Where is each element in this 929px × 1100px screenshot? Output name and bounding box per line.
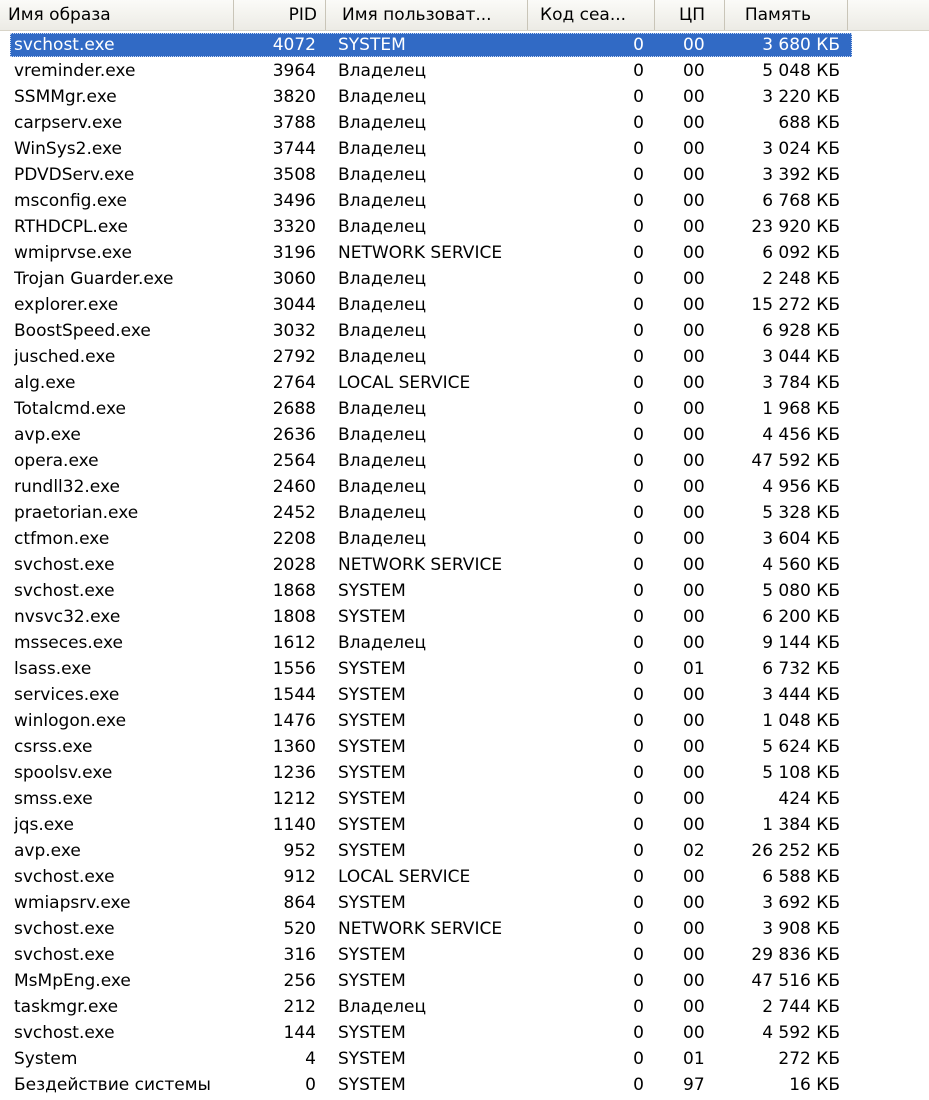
process-row[interactable] — [0, 475, 929, 501]
process-user-name: NETWORK SERVICE — [338, 919, 503, 939]
process-cpu: 00 — [683, 35, 705, 55]
process-session-id: 0 — [633, 1075, 644, 1095]
process-cpu: 00 — [683, 503, 705, 523]
process-pid: 2688 — [272, 399, 316, 419]
process-cpu: 00 — [683, 269, 705, 289]
process-pid: 1476 — [272, 711, 316, 731]
process-row[interactable] — [0, 423, 929, 449]
process-pid: 1556 — [272, 659, 316, 679]
process-pid: 1544 — [272, 685, 316, 705]
process-pid: 1360 — [272, 737, 316, 757]
process-pid: 3964 — [272, 61, 316, 81]
process-user-name: Владелец — [338, 191, 427, 211]
process-session-id: 0 — [633, 867, 644, 887]
process-row[interactable] — [0, 189, 929, 215]
process-row[interactable] — [0, 917, 929, 943]
process-image-name: vreminder.exe — [14, 61, 136, 81]
column-header-cpu[interactable]: ЦП — [655, 0, 725, 30]
process-session-id: 0 — [633, 217, 644, 237]
process-cpu: 00 — [683, 815, 705, 835]
process-cpu: 00 — [683, 789, 705, 809]
process-session-id: 0 — [633, 399, 644, 419]
process-pid: 212 — [283, 997, 316, 1017]
process-row[interactable] — [0, 449, 929, 475]
process-cpu: 00 — [683, 685, 705, 705]
process-image-name: BoostSpeed.exe — [14, 321, 151, 341]
process-row[interactable] — [0, 371, 929, 397]
process-cpu: 00 — [683, 997, 705, 1017]
process-row[interactable] — [0, 605, 929, 631]
process-session-id: 0 — [633, 165, 644, 185]
process-memory: 5 080 КБ — [762, 581, 840, 601]
process-session-id: 0 — [633, 555, 644, 575]
process-image-name: avp.exe — [14, 425, 81, 445]
process-session-id: 0 — [633, 451, 644, 471]
process-pid: 3788 — [272, 113, 316, 133]
process-session-id: 0 — [633, 373, 644, 393]
process-row[interactable] — [0, 579, 929, 605]
process-session-id: 0 — [633, 581, 644, 601]
process-pid: 2792 — [272, 347, 316, 367]
process-cpu: 00 — [683, 477, 705, 497]
process-cpu: 00 — [683, 243, 705, 263]
process-pid: 3196 — [272, 243, 316, 263]
process-session-id: 0 — [633, 477, 644, 497]
process-session-id: 0 — [633, 1049, 644, 1069]
process-cpu: 01 — [683, 659, 705, 679]
process-user-name: Владелец — [338, 425, 427, 445]
process-image-name: svchost.exe — [14, 581, 115, 601]
process-user-name: SYSTEM — [338, 789, 406, 809]
process-user-name: Владелец — [338, 295, 427, 315]
process-memory: 6 928 КБ — [762, 321, 840, 341]
process-row[interactable] — [0, 1047, 929, 1073]
process-memory: 4 560 КБ — [762, 555, 840, 575]
process-user-name: Владелец — [338, 139, 427, 159]
process-cpu: 00 — [683, 971, 705, 991]
process-pid: 864 — [283, 893, 316, 913]
process-pid: 3044 — [272, 295, 316, 315]
process-user-name: SYSTEM — [338, 35, 406, 55]
process-memory: 4 592 КБ — [762, 1023, 840, 1043]
process-pid: 4 — [305, 1049, 316, 1069]
process-row[interactable] — [0, 111, 929, 137]
process-user-name: Владелец — [338, 451, 427, 471]
process-session-id: 0 — [633, 191, 644, 211]
process-memory: 3 220 КБ — [762, 87, 840, 107]
column-header-memory[interactable]: Память — [725, 0, 848, 30]
process-image-name: rundll32.exe — [14, 477, 120, 497]
process-row[interactable] — [0, 215, 929, 241]
process-image-name: winlogon.exe — [14, 711, 127, 731]
process-session-id: 0 — [633, 425, 644, 445]
process-cpu: 97 — [683, 1075, 705, 1095]
process-image-name: spoolsv.exe — [14, 763, 113, 783]
process-cpu: 00 — [683, 919, 705, 939]
process-row[interactable] — [0, 891, 929, 917]
process-cpu: 00 — [683, 711, 705, 731]
process-session-id: 0 — [633, 997, 644, 1017]
process-user-name: SYSTEM — [338, 763, 406, 783]
process-image-name: wmiprvse.exe — [14, 243, 132, 263]
process-memory: 47 592 КБ — [751, 451, 840, 471]
process-image-name: svchost.exe — [14, 945, 115, 965]
process-user-name: Владелец — [338, 113, 427, 133]
process-user-name: SYSTEM — [338, 685, 406, 705]
process-user-name: Владелец — [338, 269, 427, 289]
process-user-name: NETWORK SERVICE — [338, 243, 503, 263]
process-cpu: 00 — [683, 607, 705, 627]
process-session-id: 0 — [633, 35, 644, 55]
process-session-id: 0 — [633, 61, 644, 81]
process-memory: 6 732 КБ — [762, 659, 840, 679]
process-session-id: 0 — [633, 945, 644, 965]
process-row[interactable] — [0, 735, 929, 761]
process-image-name: Totalcmd.exe — [14, 399, 126, 419]
process-user-name: SYSTEM — [338, 1075, 406, 1095]
process-memory: 47 516 КБ — [751, 971, 840, 991]
process-image-name: System — [14, 1049, 78, 1069]
process-session-id: 0 — [633, 815, 644, 835]
process-memory: 1 968 КБ — [762, 399, 840, 419]
process-cpu: 00 — [683, 139, 705, 159]
process-user-name: SYSTEM — [338, 1049, 406, 1069]
process-cpu: 00 — [683, 1023, 705, 1043]
process-pid: 2208 — [272, 529, 316, 549]
process-memory: 6 092 КБ — [762, 243, 840, 263]
process-user-name: Владелец — [338, 347, 427, 367]
process-image-name: smss.exe — [14, 789, 93, 809]
process-user-name: Владелец — [338, 633, 427, 653]
process-memory: 16 КБ — [789, 1075, 840, 1095]
process-cpu: 00 — [683, 347, 705, 367]
process-pid: 2460 — [272, 477, 316, 497]
process-memory: 5 624 КБ — [762, 737, 840, 757]
process-image-name: svchost.exe — [14, 919, 115, 939]
process-memory: 23 920 КБ — [751, 217, 840, 237]
process-session-id: 0 — [633, 269, 644, 289]
process-cpu: 00 — [683, 295, 705, 315]
process-user-name: Владелец — [338, 165, 427, 185]
process-image-name: svchost.exe — [14, 1023, 115, 1043]
process-session-id: 0 — [633, 243, 644, 263]
process-pid: 2452 — [272, 503, 316, 523]
process-session-id: 0 — [633, 711, 644, 731]
process-session-id: 0 — [633, 789, 644, 809]
process-memory: 6 200 КБ — [762, 607, 840, 627]
process-cpu: 01 — [683, 1049, 705, 1069]
process-memory: 4 956 КБ — [762, 477, 840, 497]
process-user-name: SYSTEM — [338, 945, 406, 965]
process-cpu: 00 — [683, 945, 705, 965]
process-cpu: 00 — [683, 581, 705, 601]
process-cpu: 00 — [683, 373, 705, 393]
process-image-name: ctfmon.exe — [14, 529, 110, 549]
process-session-id: 0 — [633, 841, 644, 861]
process-row[interactable] — [0, 995, 929, 1021]
process-image-name: svchost.exe — [14, 35, 115, 55]
process-memory: 3 392 КБ — [762, 165, 840, 185]
process-memory: 5 328 КБ — [762, 503, 840, 523]
process-row[interactable] — [0, 1073, 929, 1099]
process-user-name: SYSTEM — [338, 581, 406, 601]
column-header-filler — [848, 0, 929, 30]
process-pid: 3744 — [272, 139, 316, 159]
process-row[interactable] — [0, 345, 929, 371]
process-memory: 1 048 КБ — [762, 711, 840, 731]
process-row[interactable] — [0, 683, 929, 709]
process-session-id: 0 — [633, 659, 644, 679]
process-session-id: 0 — [633, 1023, 644, 1043]
process-cpu: 00 — [683, 763, 705, 783]
process-cpu: 00 — [683, 87, 705, 107]
process-image-name: Trojan Guarder.exe — [14, 269, 174, 289]
process-session-id: 0 — [633, 919, 644, 939]
process-cpu: 00 — [683, 321, 705, 341]
process-row[interactable] — [0, 709, 929, 735]
process-row[interactable] — [0, 839, 929, 865]
process-cpu: 00 — [683, 529, 705, 549]
process-cpu: 00 — [683, 867, 705, 887]
process-cpu: 02 — [683, 841, 705, 861]
process-row[interactable] — [0, 787, 929, 813]
process-image-name: wmiapsrv.exe — [14, 893, 131, 913]
process-memory: 5 048 КБ — [762, 61, 840, 81]
process-image-name: msseces.exe — [14, 633, 123, 653]
process-session-id: 0 — [633, 87, 644, 107]
process-memory: 4 456 КБ — [762, 425, 840, 445]
process-session-id: 0 — [633, 737, 644, 757]
process-row[interactable] — [0, 657, 929, 683]
process-session-id: 0 — [633, 763, 644, 783]
process-user-name: SYSTEM — [338, 815, 406, 835]
process-image-name: avp.exe — [14, 841, 81, 861]
process-pid: 3496 — [272, 191, 316, 211]
process-pid: 3820 — [272, 87, 316, 107]
process-memory: 5 108 КБ — [762, 763, 840, 783]
process-session-id: 0 — [633, 503, 644, 523]
process-user-name: Владелец — [338, 503, 427, 523]
process-memory: 9 144 КБ — [762, 633, 840, 653]
process-memory: 2 248 КБ — [762, 269, 840, 289]
process-session-id: 0 — [633, 321, 644, 341]
process-image-name: taskmgr.exe — [14, 997, 119, 1017]
process-image-name: carpserv.exe — [14, 113, 123, 133]
process-list[interactable] — [0, 33, 929, 1099]
process-cpu: 00 — [683, 61, 705, 81]
process-user-name: SYSTEM — [338, 1023, 406, 1043]
process-session-id: 0 — [633, 685, 644, 705]
process-image-name: nvsvc32.exe — [14, 607, 121, 627]
process-user-name: Владелец — [338, 529, 427, 549]
process-pid: 2764 — [272, 373, 316, 393]
process-user-name: LOCAL SERVICE — [338, 373, 471, 393]
process-image-name: csrss.exe — [14, 737, 93, 757]
process-pid: 1236 — [272, 763, 316, 783]
process-row[interactable] — [0, 631, 929, 657]
process-image-name: opera.exe — [14, 451, 99, 471]
process-image-name: svchost.exe — [14, 867, 115, 887]
column-header-pid[interactable]: PID — [234, 0, 326, 30]
process-row[interactable] — [0, 1021, 929, 1047]
process-user-name: Владелец — [338, 217, 427, 237]
process-row[interactable] — [0, 59, 929, 85]
process-image-name: explorer.exe — [14, 295, 119, 315]
process-session-id: 0 — [633, 113, 644, 133]
process-row[interactable] — [0, 319, 929, 345]
process-image-name: alg.exe — [14, 373, 76, 393]
process-pid: 3032 — [272, 321, 316, 341]
process-cpu: 00 — [683, 737, 705, 757]
process-session-id: 0 — [633, 607, 644, 627]
process-row[interactable] — [0, 813, 929, 839]
process-memory: 3 692 КБ — [762, 893, 840, 913]
process-pid: 2028 — [272, 555, 316, 575]
process-pid: 1612 — [272, 633, 316, 653]
column-header-user-name[interactable]: Имя пользоват... — [326, 0, 528, 30]
process-row[interactable] — [0, 85, 929, 111]
process-cpu: 00 — [683, 893, 705, 913]
process-session-id: 0 — [633, 971, 644, 991]
process-user-name: Владелец — [338, 399, 427, 419]
process-memory: 272 КБ — [778, 1049, 840, 1069]
process-row[interactable] — [0, 865, 929, 891]
process-cpu: 00 — [683, 633, 705, 653]
process-pid: 1140 — [272, 815, 316, 835]
process-memory: 26 252 КБ — [751, 841, 840, 861]
process-user-name: NETWORK SERVICE — [338, 555, 503, 575]
process-row[interactable] — [0, 267, 929, 293]
process-pid: 316 — [283, 945, 316, 965]
process-user-name: SYSTEM — [338, 893, 406, 913]
process-pid: 4072 — [272, 35, 316, 55]
process-user-name: SYSTEM — [338, 841, 406, 861]
process-memory: 6 768 КБ — [762, 191, 840, 211]
process-cpu: 00 — [683, 113, 705, 133]
process-row[interactable] — [0, 293, 929, 319]
process-user-name: Владелец — [338, 87, 427, 107]
process-session-id: 0 — [633, 295, 644, 315]
process-user-name: SYSTEM — [338, 737, 406, 757]
process-user-name: Владелец — [338, 321, 427, 341]
process-pid: 2636 — [272, 425, 316, 445]
process-memory: 29 836 КБ — [751, 945, 840, 965]
process-memory: 2 744 КБ — [762, 997, 840, 1017]
process-cpu: 00 — [683, 217, 705, 237]
process-row[interactable] — [0, 137, 929, 163]
process-image-name: RTHDCPL.exe — [14, 217, 128, 237]
process-session-id: 0 — [633, 633, 644, 653]
column-header — [0, 0, 929, 31]
process-session-id: 0 — [633, 893, 644, 913]
process-row[interactable] — [0, 397, 929, 423]
process-image-name: PDVDServ.exe — [14, 165, 135, 185]
process-image-name: WinSys2.exe — [14, 139, 123, 159]
process-pid: 3060 — [272, 269, 316, 289]
process-row[interactable] — [0, 969, 929, 995]
process-memory: 15 272 КБ — [751, 295, 840, 315]
process-session-id: 0 — [633, 529, 644, 549]
process-row[interactable] — [0, 943, 929, 969]
process-image-name: praetorian.exe — [14, 503, 139, 523]
process-pid: 2564 — [272, 451, 316, 471]
process-cpu: 00 — [683, 165, 705, 185]
process-image-name: msconfig.exe — [14, 191, 127, 211]
process-memory: 3 680 КБ — [762, 35, 840, 55]
process-row[interactable] — [0, 241, 929, 267]
process-memory: 3 044 КБ — [762, 347, 840, 367]
process-cpu: 00 — [683, 399, 705, 419]
process-user-name: Владелец — [338, 477, 427, 497]
process-image-name: jqs.exe — [14, 815, 74, 835]
process-cpu: 00 — [683, 555, 705, 575]
process-memory: 1 384 КБ — [762, 815, 840, 835]
process-user-name: SYSTEM — [338, 711, 406, 731]
process-pid: 3508 — [272, 165, 316, 185]
process-user-name: SYSTEM — [338, 971, 406, 991]
process-user-name: SYSTEM — [338, 607, 406, 627]
process-user-name: Владелец — [338, 997, 427, 1017]
process-cpu: 00 — [683, 425, 705, 445]
process-row[interactable] — [0, 553, 929, 579]
process-pid: 144 — [283, 1023, 316, 1043]
process-pid: 912 — [283, 867, 316, 887]
process-memory: 3 908 КБ — [762, 919, 840, 939]
process-pid: 952 — [283, 841, 316, 861]
process-memory: 3 024 КБ — [762, 139, 840, 159]
column-header-image-name[interactable]: Имя образа — [0, 0, 234, 30]
process-pid: 1212 — [272, 789, 316, 809]
process-row[interactable] — [0, 163, 929, 189]
process-image-name: Бездействие системы — [14, 1075, 211, 1095]
process-pid: 0 — [305, 1075, 316, 1095]
process-pid: 1868 — [272, 581, 316, 601]
process-cpu: 00 — [683, 191, 705, 211]
process-pid: 256 — [283, 971, 316, 991]
process-memory: 424 КБ — [778, 789, 840, 809]
process-pid: 520 — [283, 919, 316, 939]
process-row[interactable] — [0, 33, 929, 59]
process-row[interactable] — [0, 761, 929, 787]
process-session-id: 0 — [633, 347, 644, 367]
process-pid: 1808 — [272, 607, 316, 627]
process-memory: 6 588 КБ — [762, 867, 840, 887]
process-image-name: lsass.exe — [14, 659, 92, 679]
process-user-name: LOCAL SERVICE — [338, 867, 471, 887]
process-row[interactable] — [0, 501, 929, 527]
process-memory: 3 444 КБ — [762, 685, 840, 705]
process-image-name: services.exe — [14, 685, 120, 705]
process-session-id: 0 — [633, 139, 644, 159]
process-image-name: SSMMgr.exe — [14, 87, 117, 107]
process-memory: 3 604 КБ — [762, 529, 840, 549]
process-image-name: MsMpEng.exe — [14, 971, 131, 991]
process-image-name: svchost.exe — [14, 555, 115, 575]
process-memory: 688 КБ — [778, 113, 840, 133]
process-user-name: Владелец — [338, 61, 427, 81]
process-pid: 3320 — [272, 217, 316, 237]
process-memory: 3 784 КБ — [762, 373, 840, 393]
process-image-name: jusched.exe — [14, 347, 116, 367]
process-row[interactable] — [0, 527, 929, 553]
process-user-name: SYSTEM — [338, 659, 406, 679]
column-header-session-id[interactable]: Код сеа... — [528, 0, 655, 30]
process-cpu: 00 — [683, 451, 705, 471]
